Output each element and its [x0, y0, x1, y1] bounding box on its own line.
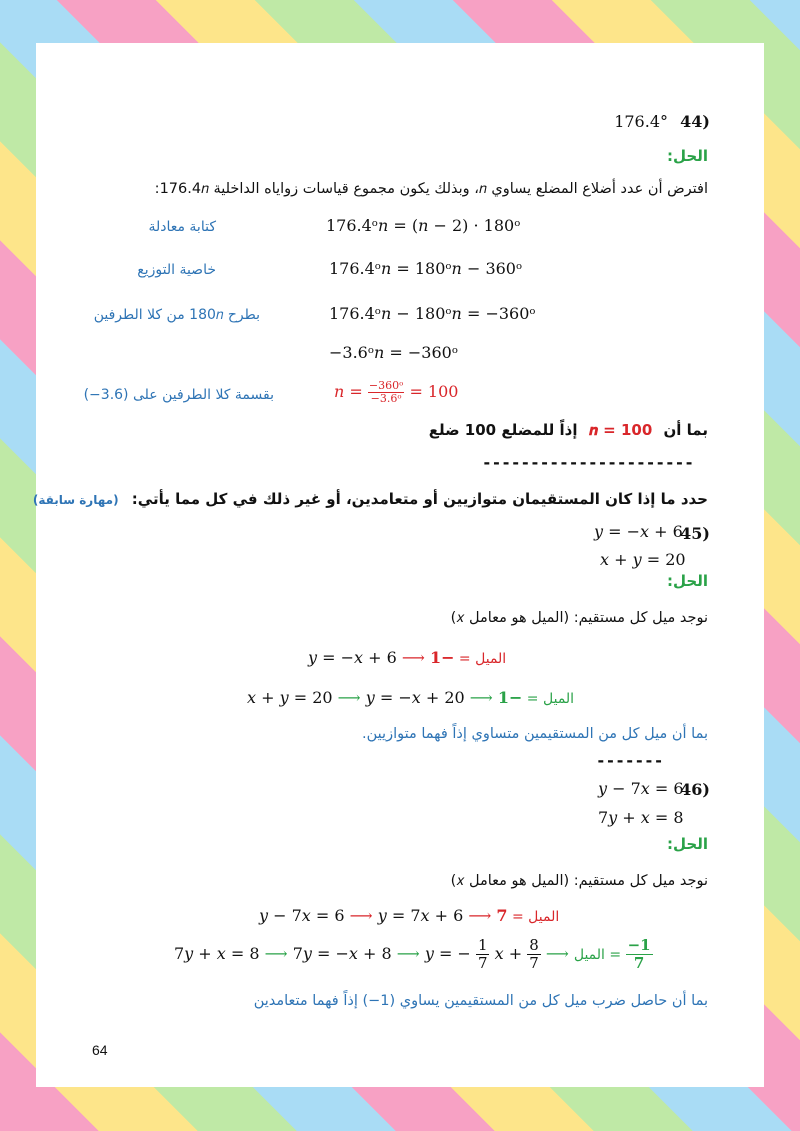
problem-45-conclusion: بما أن ميل كل من المستقيمين متساوي إذاً فهما متوازيين.	[362, 726, 708, 742]
problem-44-number: 44)	[680, 112, 710, 131]
instruction-main: حدد ما إذا كان المستقيمان متوازيين أو متعامدين، أو غير ذلك في كل مما يأتي:	[131, 490, 708, 508]
arrow-icon: ⟶	[264, 944, 288, 963]
result-100: = 100	[409, 382, 459, 401]
conclusion-suffix: إذاً للمضلع 100 ضلع	[428, 421, 578, 439]
conclusion-value: 𝒏 = 100	[588, 421, 653, 439]
problem-45-eq1: 𝑦 = −𝑥 + 6	[594, 522, 683, 541]
problem-46-conclusion: بما أن حاصل ضرب ميل كل من المستقيمين يساوي (1−) إذاً فهما متعامدين	[253, 993, 708, 1009]
problem-44-value: 176.4°	[614, 112, 668, 131]
arrow-icon: ⟶	[469, 688, 493, 707]
divider-45: -------	[596, 751, 664, 770]
arrow-icon: ⟶	[337, 688, 361, 707]
slope-value: −𝟏	[429, 648, 455, 667]
step-equation-2: 176.4ᵒ𝑛 = 180ᵒ𝑛 − 360ᵒ	[329, 259, 523, 278]
slope-label: الميل =	[573, 947, 626, 963]
step-equation-1: 176.4ᵒ𝑛 = (𝑛 − 2) · 180ᵒ	[326, 216, 521, 235]
fraction-eight-sevenths	[527, 937, 541, 972]
problem-46-number: 46)	[680, 780, 710, 799]
solution-label-46: الحل:	[667, 835, 708, 853]
prior-skill-tag: (مهارة سابقة)	[32, 493, 119, 507]
step-equation-3: 176.4ᵒ𝑛 − 180ᵒ𝑛 = −360ᵒ	[329, 304, 536, 323]
fraction-denominator: 7	[477, 954, 488, 972]
fraction-numerator: −360ᵒ	[368, 379, 404, 392]
problem-44-intro: افترض أن عدد أضلاع المضلع يساوي 𝑛، وبذلك يكون مجموع قياسات زواياه الداخلية 176.4𝑛:	[154, 181, 708, 197]
fraction-numerator: 8	[529, 936, 539, 954]
step-label-write-equation: كتابة معادلة	[148, 219, 216, 235]
problem-46-line1	[259, 906, 559, 925]
problem-45-eq2: 𝑥 + 𝑦 = 20	[600, 550, 686, 569]
slope-value: 𝟕	[496, 906, 508, 925]
fraction-denominator: −3.6ᵒ	[370, 392, 402, 405]
slope-label: الميل =	[507, 909, 560, 925]
step-label-distributive: خاصية التوزيع	[137, 262, 216, 278]
page-number: 64	[92, 1042, 108, 1058]
step-label-subtract: بطرح 180𝑛 من كلا الطرفين	[93, 307, 260, 323]
arrow-icon: ⟶	[545, 944, 569, 963]
line2-equation: 7𝑦 + 𝑥 = 8	[174, 944, 260, 963]
fraction-360-over-3.6	[368, 380, 404, 405]
conclusion-prefix: بما أن	[663, 421, 708, 439]
line2-x-plus: 𝑥 +	[494, 944, 523, 963]
arrow-icon: ⟶	[349, 906, 373, 925]
line2-y-equals: 𝑦 = −	[424, 944, 471, 963]
fraction-numerator: −𝟏	[627, 936, 651, 954]
line2-step: 7𝑦 = −𝑥 + 8	[292, 944, 392, 963]
problem-45-line1	[308, 648, 506, 667]
fraction-one-seventh	[476, 937, 490, 972]
problem-45-find-slope: نوجد ميل كل مستقيم: (الميل هو معامل 𝑥)	[450, 610, 708, 626]
step-equation-5	[334, 380, 458, 405]
arrow-icon: ⟶	[468, 906, 492, 925]
problem-44-conclusion	[429, 421, 708, 439]
slope-value: −𝟏	[497, 688, 523, 707]
line1-slope-intercept: 𝑦 = 7𝑥 + 6	[377, 906, 464, 925]
problem-45-line2	[247, 688, 574, 707]
slope-fraction	[626, 937, 653, 972]
problem-46-find-slope: نوجد ميل كل مستقيم: (الميل هو معامل 𝑥)	[450, 873, 708, 889]
arrow-icon: ⟶	[401, 648, 425, 667]
step-label-divide: بقسمة كلا الطرفين على (3.6−)	[83, 387, 274, 403]
slope-label: الميل =	[522, 691, 575, 707]
problem-45-number: 45)	[680, 524, 710, 543]
divider-44: ----------------------	[482, 453, 694, 472]
problem-46-eq1: 𝑦 − 7𝑥 = 6	[598, 779, 684, 798]
line2-slope-intercept: 𝑦 = −𝑥 + 20	[365, 688, 465, 707]
problem-46-eq2: 7𝑦 + 𝑥 = 8	[598, 808, 684, 827]
arrow-icon: ⟶	[396, 944, 420, 963]
line2-equation: 𝑥 + 𝑦 = 20	[247, 688, 333, 707]
problem-46-line2	[174, 937, 653, 972]
fraction-numerator: 1	[477, 936, 488, 954]
n-variable: 𝑛 =	[334, 382, 363, 401]
fraction-denominator: 7	[529, 954, 539, 972]
worksheet-page	[32, 43, 764, 1087]
step-equation-4: −3.6ᵒ𝑛 = −360ᵒ	[329, 343, 459, 362]
slope-label: الميل =	[454, 651, 507, 667]
solution-label-45: الحل:	[667, 572, 708, 590]
solution-label-44: الحل:	[667, 147, 708, 165]
instruction-text	[33, 490, 708, 508]
line1-equation: 𝑦 − 7𝑥 = 6	[259, 906, 345, 925]
line1-equation: 𝑦 = −𝑥 + 6	[308, 648, 397, 667]
fraction-denominator: 𝟕	[633, 954, 645, 972]
